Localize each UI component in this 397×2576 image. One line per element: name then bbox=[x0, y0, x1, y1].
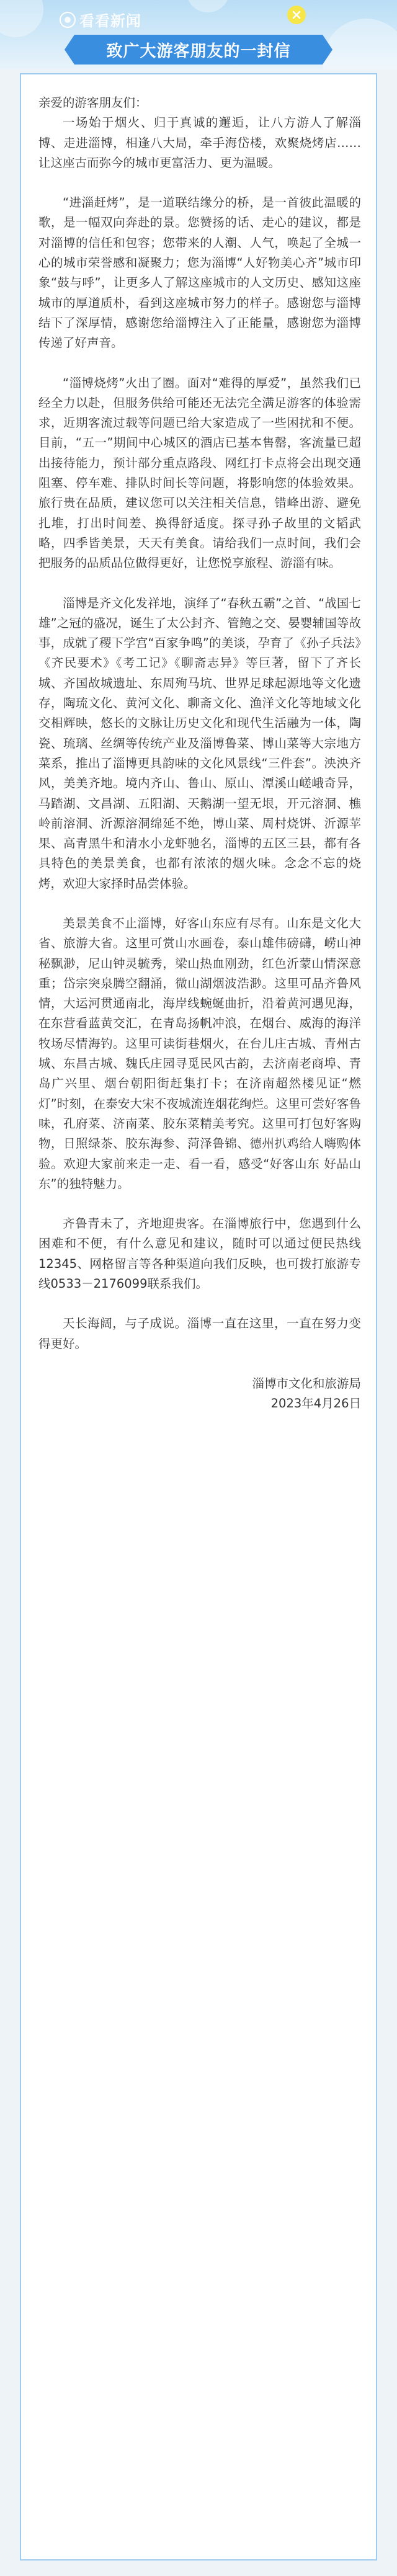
letter-date: 2023年4月26日 bbox=[270, 1396, 361, 1411]
paragraph: 天长海阔，与子成说。淄博一直在这里，一直在努力变得更好。 bbox=[38, 1316, 361, 1351]
paragraph: “进淄赶烤”，是一道联结缘分的桥，是一首彼此温暖的歌，是一幅双向奔赴的景。您赞扬的话、走心的建议，都是对淄博的信任和包容；您带来的人潮、人气，唤起了全城一心的城市荣誉感和凝聚力；您为淄博“人好物美心齐”城市印象“鼓与呼”，让更多人了解这座城市的人文历史、感知这座城市的厚道质朴，看到这座城市努力的样子。感谢您与淄博结下了深厚情，感谢您给淄博注入了正能量，感谢您为淄博传递了好声音。 bbox=[38, 195, 361, 350]
paragraph: 齐鲁青未了，齐地迎贵客。在淄博旅行中，您遇到什么困难和不便，有什么意见和建议，随时可以通过便民热线12345、网格留言等各种渠道向我们反映，也可拨打旅游专线0533－2176099联系我们。 bbox=[38, 1216, 361, 1291]
paragraph: 淄博是齐文化发祥地，演绎了“春秋五霸”之首、“战国七雄”之冠的盛况，诞生了太公封齐、管鲍之交、晏婴辅国等故事，成就了稷下学宫“百家争鸣”的美谈，孕育了《孙子兵法》《齐民要术》《考工记》《聊斋志异》等巨著，留下了齐长城、齐国故城遗址、东周殉马坑、世界足球起源地等文化遗存，陶琉文化、黄河文化、聊斋文化、渔洋文化等地域文化交相辉映，悠长的文脉让历史文化和现代生活融为一体，陶瓷、琉璃、丝绸等传统产业及淄博鲁菜、博山菜等大宗地方菜系，推出了淄博更具韵味的文化风景线“三件套”。泱泱齐风，美美齐地。境内齐山、鲁山、原山、潭溪山嵯峨奇异，马踏湖、文昌湖、五阳湖、天鹅湖一望无垠，开元溶洞、樵岭前溶洞、沂源溶洞绵延不绝，博山菜、周村烧饼、沂源苹果、高青黑牛和清水小龙虾驰名，淄博的五区三县，都有各具特色的美景美食，也都有浓浓的烟火味。念念不忘的烧烤，欢迎大家择时品尝体验。 bbox=[38, 595, 361, 891]
paragraph: 一场始于烟火、归于真诚的邂逅，让八方游人了解淄博、走进淄博，相逢八大局，牵手海岱楼，欢聚烧烤店……让这座古而弥今的城市更富活力、更为温暖。 bbox=[38, 115, 361, 170]
decor-bubble bbox=[323, 19, 397, 69]
paragraph: “淄博烧烤”火出了圈。面对“难得的厚爱”，虽然我们已经全力以赴，但服务供给可能还无法完全满足游客的体验需求，近期客流过载等问题已给大家造成了一些困扰和不便。目前，“五一”期间中心城区的酒店已基本售罄，客流量已超出接待能力，预计部分重点路段、网红打卡点将会出现交通阻塞、停车难、排队时间长等问题，将影响您的体验效果。旅行贵在品质，建议您可以关注相关信息，错峰出游、避免扎堆，打出时间差、换得舒适度。探寻孙子故里的文韬武略，四季皆美景，天天有美食。请给我们一点时间，我们会把服务的品质品位做得更好，让您悦享旅程、游淄有味。 bbox=[38, 375, 361, 571]
letter-card bbox=[20, 73, 377, 2560]
brand-logo-group bbox=[60, 9, 141, 30]
decor-bubble bbox=[186, 0, 230, 12]
decor-bubble bbox=[0, 0, 43, 37]
close-icon[interactable] bbox=[287, 6, 306, 24]
brand-watermark: 看看新闻 bbox=[79, 12, 141, 30]
letter-signature: 淄博市文化和旅游局 bbox=[252, 1376, 361, 1391]
letter-greeting: 亲爱的游客朋友们： bbox=[38, 96, 148, 110]
page-title: 致广大游客朋友的一封信 bbox=[74, 35, 323, 65]
kankan-logo-icon bbox=[60, 12, 76, 28]
letter-body bbox=[38, 93, 361, 1414]
paragraph: 美景美食不止淄博，好客山东应有尽有。山东是文化大省、旅游大省。这里可赏山水画卷，泰山雄伟磅礴，崂山神秘飘渺，尼山钟灵毓秀，梁山热血刚劲，红色沂蒙山情深意重；岱宗突泉腾空翻涌，微山湖烟波浩渺。这里可品齐鲁风情，大运河贯通南北，海岸线蜿蜒曲折，沿着黄河遇见海，在东营看蓝黄交汇，在青岛扬帆冲浪，在烟台、威海的海洋牧场尽情海钓。这里可读街巷烟火，在台儿庄古城、青州古城、东昌古城、魏氏庄园寻觅民风古韵，去济南老商埠、青岛广兴里、烟台朝阳街赶集打卡；在济南超然楼见证“燃灯”时刻，在泰安大宋不夜城流连烟花绚烂。这里可尝好客鲁味，孔府菜、济南菜、胶东菜精美考究。这里可打包好客购物，日照绿茶、胶东海参、菏泽鲁锦、德州扒鸡给人嗨购体验。欢迎大家前来走一走、看一看，感受“好客山东 好品山东”的独特魅力。 bbox=[38, 916, 361, 1191]
header-banner bbox=[0, 0, 397, 69]
page-bottom bbox=[0, 2567, 397, 2576]
